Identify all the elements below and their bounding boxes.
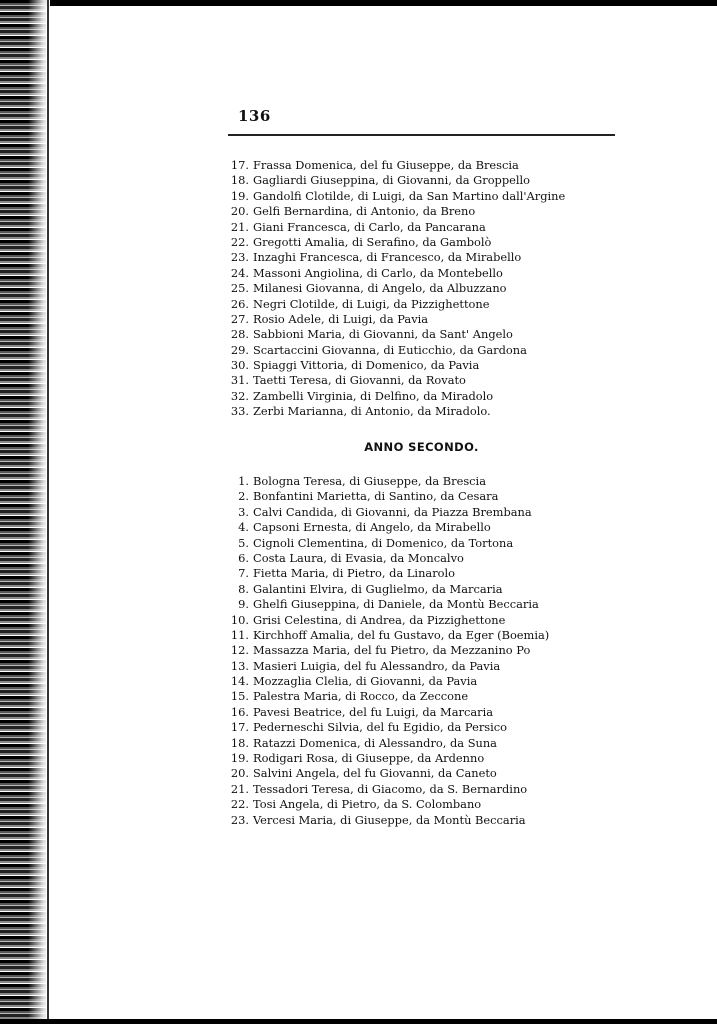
entry-number: 23.	[230, 250, 249, 265]
entry-text: Cignoli Clementina, di Domenico, da Tortona	[253, 535, 514, 550]
entry-number: 29.	[230, 342, 249, 357]
list-item	[222, 643, 622, 658]
scan-page-edge	[47, 0, 49, 1024]
entry-text: Inzaghi Francesca, di Francesco, da Mirabello	[253, 250, 522, 265]
entry-number: 23.	[230, 812, 249, 827]
student-list-second-year	[222, 474, 622, 828]
entry-text: Tosi Angela, di Pietro, da S. Colombano	[253, 797, 482, 812]
list-item	[222, 373, 622, 388]
entry-number: 14.	[230, 674, 249, 689]
scan-bottom-border	[0, 1019, 717, 1024]
entry-text: Scartaccini Giovanna, di Euticchio, da Gardona	[253, 342, 527, 357]
entry-text: Kirchhoff Amalia, del fu Gustavo, da Eger (Boemia)	[253, 627, 550, 642]
list-item	[222, 628, 622, 643]
entry-number: 17.	[230, 158, 249, 172]
entry-number: 3.	[238, 504, 249, 519]
list-item	[222, 204, 622, 219]
entry-text: Gelfi Bernardina, di Antonio, da Breno	[253, 204, 476, 219]
list-item	[222, 158, 622, 173]
entry-text: Masieri Luigia, del fu Alessandro, da Pavia	[253, 658, 501, 673]
entry-text: Rosio Adele, di Luigi, da Pavia	[253, 311, 429, 326]
entry-number: 5.	[238, 535, 249, 550]
entry-number: 19.	[230, 751, 249, 766]
scan-top-border	[0, 0, 717, 6]
entry-text: Palestra Maria, di Rocco, da Zeccone	[253, 689, 469, 704]
entry-number: 24.	[230, 265, 249, 280]
list-item	[222, 235, 622, 250]
entry-text: Grisi Celestina, di Andrea, da Pizzighettone	[253, 612, 506, 627]
list-item	[222, 250, 622, 265]
list-item	[222, 173, 622, 188]
entry-text: Salvini Angela, del fu Giovanni, da Caneto	[253, 766, 497, 781]
entry-number: 18.	[230, 735, 249, 750]
entry-number: 7.	[238, 566, 249, 581]
entry-number: 19.	[230, 188, 249, 203]
entry-text: Taetti Teresa, di Giovanni, da Rovato	[253, 373, 466, 388]
entry-number: 10.	[230, 612, 249, 627]
entry-number: 13.	[230, 658, 249, 673]
entry-number: 27.	[230, 311, 249, 326]
entry-text: Spiaggi Vittoria, di Domenico, da Pavia	[253, 358, 480, 373]
list-item	[222, 797, 622, 812]
entry-text: Zerbi Marianna, di Antonio, da Miradolo.	[253, 404, 491, 419]
entry-text: Zambelli Virginia, di Delfino, da Miradolo	[253, 388, 494, 403]
list-item	[222, 297, 622, 312]
list-item	[222, 266, 622, 281]
entry-text: Fietta Maria, di Pietro, da Linarolo	[253, 566, 455, 581]
entry-number: 26.	[230, 296, 249, 311]
entry-number: 4.	[238, 520, 249, 535]
entry-number: 18.	[230, 173, 249, 188]
entry-number: 21.	[230, 781, 249, 796]
list-item	[222, 813, 622, 828]
list-item	[222, 551, 622, 566]
entry-text: Tessadori Teresa, di Giacomo, da S. Bernardino	[253, 781, 528, 796]
entry-number: 33.	[230, 404, 249, 419]
entry-text: Vercesi Maria, di Giuseppe, da Montù Beccaria	[253, 812, 526, 827]
entry-number: 22.	[230, 234, 249, 249]
list-item	[222, 689, 622, 704]
list-item	[222, 312, 622, 327]
list-item	[222, 582, 622, 597]
list-item	[222, 720, 622, 735]
entry-text: Galantini Elvira, di Guglielmo, da Marcaria	[253, 581, 503, 596]
list-item	[222, 343, 622, 358]
entry-text: Pederneschi Silvia, del fu Egidio, da Persico	[253, 720, 507, 735]
entry-text: Negri Clotilde, di Luigi, da Pizzighettone	[253, 296, 490, 311]
list-item	[222, 520, 622, 535]
page-number: 136	[238, 107, 271, 125]
entry-number: 22.	[230, 797, 249, 812]
list-item	[222, 220, 622, 235]
entry-text: Giani Francesca, di Carlo, da Pancarana	[253, 219, 486, 234]
entry-number: 21.	[230, 219, 249, 234]
list-item	[222, 505, 622, 520]
entry-text: Massoni Angiolina, di Carlo, da Montebello	[253, 265, 503, 280]
entry-number: 20.	[230, 204, 249, 219]
entry-number: 11.	[230, 627, 249, 642]
entry-text: Gandolfi Clotilde, di Luigi, da San Martino dall'Argine	[253, 188, 566, 203]
entry-number: 31.	[230, 373, 249, 388]
header-rule	[228, 134, 615, 136]
entry-text: Bologna Teresa, di Giuseppe, da Brescia	[253, 474, 486, 488]
entry-text: Ratazzi Domenica, di Alessandro, da Suna	[253, 735, 497, 750]
list-item	[222, 189, 622, 204]
entry-text: Rodigari Rosa, di Giuseppe, da Ardenno	[253, 751, 485, 766]
entry-text: Milanesi Giovanna, di Angelo, da Albuzzano	[253, 281, 507, 296]
entry-number: 6.	[238, 550, 249, 565]
entry-text: Pavesi Beatrice, del fu Luigi, da Marcaria	[253, 704, 493, 719]
entry-text: Gregotti Amalia, di Serafino, da Gambolò	[253, 234, 492, 249]
list-item	[222, 404, 622, 419]
entry-number: 16.	[230, 704, 249, 719]
entry-number: 32.	[230, 388, 249, 403]
entry-text: Massazza Maria, del fu Pietro, da Mezzanino Po	[253, 643, 531, 658]
entry-number: 1.	[238, 474, 249, 488]
entry-number: 28.	[230, 327, 249, 342]
entry-number: 17.	[230, 720, 249, 735]
list-item	[222, 566, 622, 581]
entry-number: 9.	[238, 597, 249, 612]
entry-text: Gagliardi Giuseppina, di Giovanni, da Groppello	[253, 173, 531, 188]
entry-text: Costa Laura, di Evasia, da Moncalvo	[253, 550, 464, 565]
list-item	[222, 489, 622, 504]
list-item	[222, 705, 622, 720]
entry-text: Frassa Domenica, del fu Giuseppe, da Brescia	[253, 158, 519, 172]
list-item	[222, 597, 622, 612]
list-item	[222, 358, 622, 373]
section-heading: ANNO SECONDO.	[364, 440, 479, 454]
list-item	[222, 613, 622, 628]
entry-number: 30.	[230, 358, 249, 373]
entry-text: Mozzaglia Clelia, di Giovanni, da Pavia	[253, 674, 478, 689]
entry-number: 20.	[230, 766, 249, 781]
entry-text: Sabbioni Maria, di Giovanni, da Sant' Angelo	[253, 327, 513, 342]
list-item	[222, 327, 622, 342]
list-item	[222, 736, 622, 751]
list-item	[222, 281, 622, 296]
list-item	[222, 474, 622, 489]
list-item	[222, 659, 622, 674]
list-item	[222, 536, 622, 551]
entry-text: Calvi Candida, di Giovanni, da Piazza Brembana	[253, 504, 532, 519]
entry-number: 2.	[238, 489, 249, 504]
entry-number: 25.	[230, 281, 249, 296]
list-item	[222, 389, 622, 404]
list-item	[222, 674, 622, 689]
student-list-first-year	[222, 158, 622, 420]
list-item	[222, 782, 622, 797]
list-item	[222, 751, 622, 766]
entry-number: 15.	[230, 689, 249, 704]
entry-text: Ghelfi Giuseppina, di Daniele, da Montù Beccaria	[253, 597, 539, 612]
entry-text: Capsoni Ernesta, di Angelo, da Mirabello	[253, 520, 491, 535]
entry-number: 8.	[238, 581, 249, 596]
entry-text: Bonfantini Marietta, di Santino, da Cesara	[253, 489, 499, 504]
list-item	[222, 766, 622, 781]
entry-number: 12.	[230, 643, 249, 658]
